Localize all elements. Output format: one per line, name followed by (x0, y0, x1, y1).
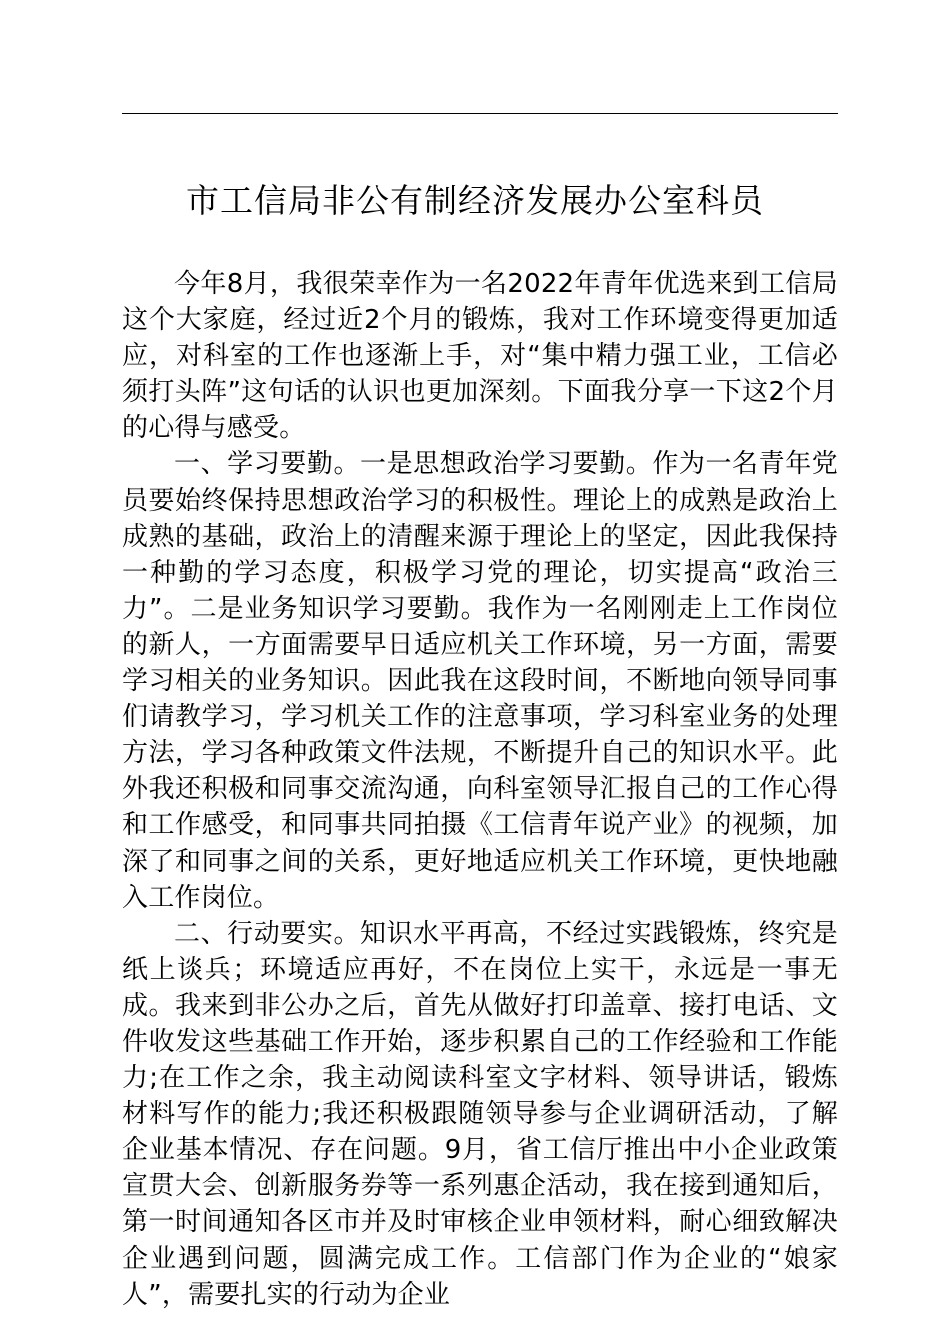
paragraph-intro: 今年8月，我很荣幸作为一名2022年青年优选来到工信局这个大家庭，经过近2个月的锻炼，我对工作环境变得更加适应，对科室的工作也逐渐上手，对“集中精力强工业，工信必须打头阵”这句话的认识也更加深刻。下面我分享一下这2个月的心得与感受。 (122, 269, 838, 444)
document-body (122, 266, 838, 1313)
paragraph-action: 二、行动要实。知识水平再高，不经过实践锻炼，终究是纸上谈兵；环境适应再好，不在岗位上实干，永远是一事无成。我来到非公办之后，首先从做好打印盖章、接打电话、文件收发这些基础工作开始，逐步积累自己的工作经验和工作能力;在工作之余，我主动阅读科室文字材料、领导讲话，锻炼材料写作的能力;我还积极跟随领导参与企业调研活动，了解企业基本情况、存在问题。9月，省工信厅推出中小企业政策宣贯大会、创新服务券等一系列惠企活动，我在接到通知后，第一时间通知各区市并及时审核企业申领材料，耐心细致解决企业遇到问题，圆满完成工作。工信部门作为企业的“娘家人”，需要扎实的行动为企业 (122, 918, 838, 1310)
header-rule (122, 113, 838, 114)
paragraph-study: 一、学习要勤。一是思想政治学习要勤。作为一名青年党员要始终保持思想政治学习的积极性。理论上的成熟是政治上成熟的基础，政治上的清醒来源于理论上的坚定，因此我保持一种勤的学习态度，积极学习党的理论，切实提高“政治三力”。二是业务知识学习要勤。我作为一名刚刚走上工作岗位的新人，一方面需要早日适应机关工作环境，另一方面，需要学习相关的业务知识。因此我在这段时间，不断地向领导同事们请教学习，学习机关工作的注意事项，学习科室业务的处理方法，学习各种政策文件法规，不断提升自己的知识水平。此外我还积极和同事交流沟通，向科室领导汇报自己的工作心得和工作感受，和同事共同拍摄《工信青年说产业》的视频，加深了和同事之间的关系，更好地适应机关工作环境，更快地融入工作岗位。 (122, 449, 838, 913)
document-title: 市工信局非公有制经济发展办公室科员 (186, 181, 764, 220)
